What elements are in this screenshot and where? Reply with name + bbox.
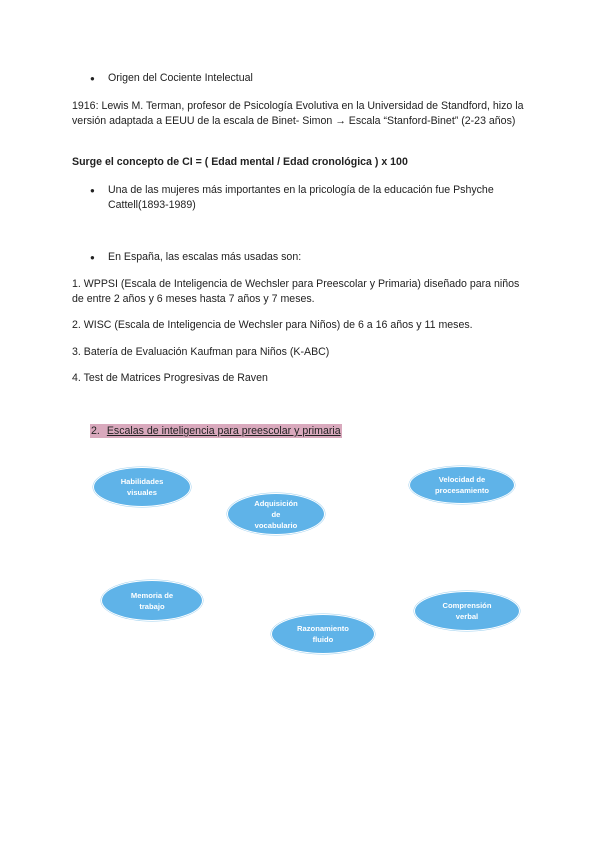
formula-ci: Surge el concepto de CI = ( Edad mental / Edad cronológica ) x 100	[72, 156, 408, 168]
bubble-text: Adquisición	[254, 498, 298, 508]
bubble-habilidades-visuales	[93, 467, 191, 507]
bubble-text: fluido	[312, 635, 334, 644]
scale-kabc: 3. Batería de Evaluación Kaufman para Niños (K-ABC)	[72, 346, 330, 358]
scale-wppsi: 1. WPPSI (Escala de Inteligencia de Wechsler para Preescolar y Primaria) diseñado para niños de entre 2 años y 6 meses hasta 7 años y 7 meses.	[72, 278, 520, 305]
bullet-origen: Origen del Cociente Intelectual	[108, 72, 253, 84]
section-heading	[90, 424, 342, 438]
bullet-espana: En España, las escalas más usadas son:	[108, 251, 302, 263]
bubble-text: trabajo	[139, 601, 165, 611]
bubble-text: procesamiento	[434, 486, 490, 495]
bubble-razonamiento-fluido	[271, 614, 375, 654]
bubble-text: vocabulario	[254, 520, 298, 530]
bubble-text: Comprensión	[442, 601, 492, 610]
bubble-text: Habilidades	[120, 477, 164, 486]
bubble-text: visuales	[127, 488, 157, 497]
bubble-text: Memoria de	[130, 590, 174, 600]
scale-raven: 4. Test de Matrices Progresivas de Raven	[72, 372, 268, 384]
scale-wisc: 2. WISC (Escala de Inteligencia de Wechsler para Niños) de 6 a 16 años y 11 meses.	[72, 319, 473, 331]
paragraph-terman: 1916: Lewis M. Terman, profesor de Psicología Evolutiva en la Universidad de Standford, hizo la versión adaptada a EEUU de la escala de Binet- Simon → Escala “Stanford-Binet” (2-23 años)	[72, 100, 524, 127]
bubble-text: de	[271, 509, 281, 519]
section-number: 2.	[91, 425, 100, 437]
bubble-velocidad-procesamiento	[409, 466, 515, 504]
bubble-comprension-verbal	[414, 591, 520, 631]
bubble-adquisicion-vocabulario	[227, 493, 325, 535]
bullet-marker: ●	[90, 74, 95, 83]
bullet-marker: ●	[90, 186, 95, 195]
bullet-cattell: Una de las mujeres más importantes en la pricología de la educación fue Pshyche Cattell(1893-1989)	[108, 184, 494, 211]
bubble-text: verbal	[455, 612, 479, 621]
bubble-text: Razonamiento	[297, 624, 349, 633]
bubble-memoria-trabajo	[101, 580, 203, 621]
bubble-text: Velocidad de	[438, 475, 486, 484]
bullet-marker: ●	[90, 253, 95, 262]
section-title: Escalas de inteligencia para preescolar y primaria	[106, 425, 341, 437]
